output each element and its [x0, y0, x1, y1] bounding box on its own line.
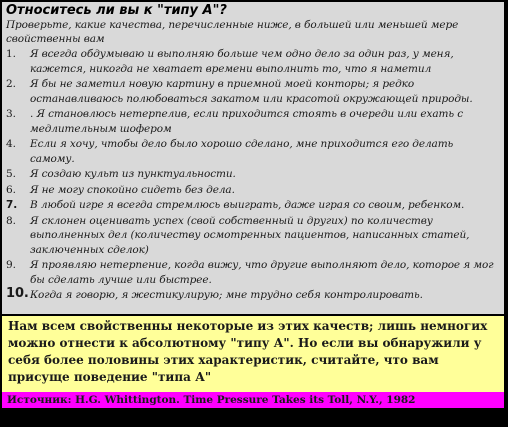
list-item [6, 77, 500, 106]
item-number: 4. [6, 138, 16, 150]
list-item [6, 183, 500, 198]
item-text: Я всегда обдумываю и выполняю больше чем одно дело за один раз, у меня, кажется, никогда не хватает времени выполнить то, что я наметил [30, 48, 454, 75]
page-title: Относитесь ли вы к "типу А"? [6, 3, 227, 18]
item-number: 2. [6, 78, 16, 90]
questionnaire-panel [2, 2, 504, 314]
item-text: Я склонен оценивать успех (свой собственный и других) по количеству выполненных дел (количеству осмотренных пациентов, написанных статей, заключенных сделок) [30, 214, 470, 256]
list-item [6, 198, 500, 213]
item-number: 6. [6, 183, 16, 196]
item-text: Я проявляю нетерпение, когда вижу, что другие выполняют дело, которое я мог бы сделать лучше или быстрее. [30, 259, 494, 286]
item-number: 10. [6, 286, 29, 301]
conclusion-box: Нам всем свойственны некоторые из этих качеств; лишь немногих можно отнести к абсолютному "типу А". Но если вы обнаружили у себя более половины этих характеристик, считайте, что вам присуще поведение "типа А" [2, 316, 504, 392]
item-text: . Я становлюсь нетерпелив, если приходится стоять в очереди или ехать с медлительным шофером [30, 108, 464, 135]
item-text: Я не могу спокойно сидеть без дела. [30, 183, 235, 196]
list-item [6, 214, 500, 258]
item-text: Я создаю культ из пунктуальности. [30, 168, 236, 180]
item-text: В любой игре я всегда стремлюсь выиграть, даже играя со своим, ребенком. [30, 199, 465, 211]
item-number: 5. [6, 168, 16, 180]
item-text: Когда я говорю, я жестикулирую; мне трудно себя контролировать. [30, 289, 423, 301]
item-number: 7. [6, 199, 18, 211]
list-item [6, 137, 500, 166]
item-number: 1. [6, 48, 16, 60]
item-text: Если я хочу, чтобы дело было хорошо сделано, мне приходится его делать самому. [30, 138, 454, 165]
item-number: 3. [6, 108, 16, 120]
list-item [6, 47, 500, 76]
list-item [6, 107, 500, 136]
source-citation: Источник: H.G. Whittington. Time Pressure Takes its Toll, N.Y., 1982 [2, 392, 504, 408]
trait-list [6, 47, 500, 303]
intro-text: Проверьте, какие качества, перечисленные ниже, в большей или меньшей мере свойственны вам [6, 19, 459, 45]
list-item [6, 167, 500, 182]
item-number: 9. [6, 259, 16, 271]
list-item [6, 288, 500, 303]
item-text: Я бы не заметил новую картину в приемной моей конторы; я редко останавливаюсь полюбоваться закатом или красотой окружающей природы. [30, 78, 473, 105]
list-item [6, 258, 500, 287]
item-number: 8. [6, 214, 16, 227]
